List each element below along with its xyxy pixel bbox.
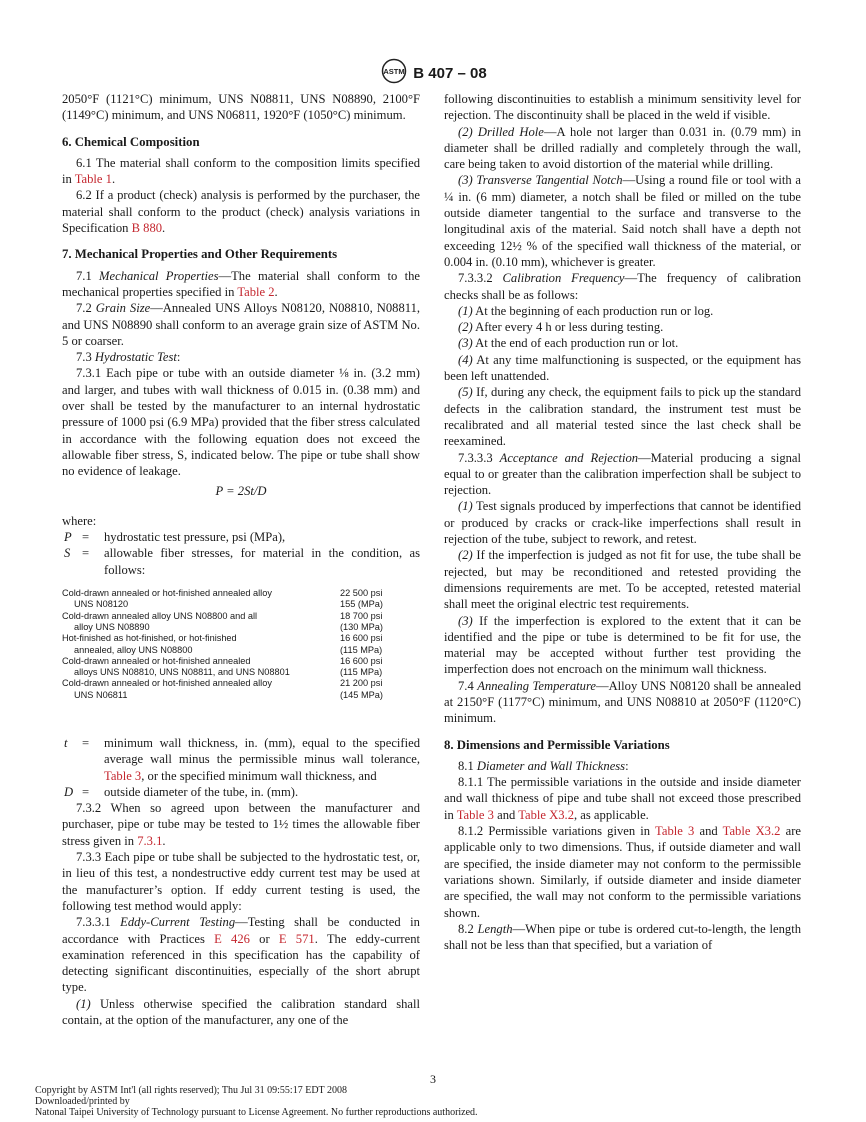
- list-item: (2) If the imperfection is judged as not fit for use, the tube shall be rejected, but may be reconditioned and retested providing the dimensions requirements are met. To be accepted, retested material shall meet the original electric test requirements.: [444, 548, 801, 612]
- table-row: [62, 656, 420, 667]
- designation: B 407 – 08: [413, 65, 487, 82]
- footer-line: Natonal Taipei University of Technology pursuant to License Agreement. No further reproductions authorized.: [35, 1107, 478, 1118]
- table-3-link[interactable]: Table 3: [104, 768, 142, 783]
- table-cell: (145 MPa): [340, 689, 383, 700]
- fiber-stress-table: [62, 588, 420, 701]
- table-cell: Cold-drawn annealed or hot-finished annealed alloy: [62, 588, 272, 599]
- table-cell: 21 200 psi: [340, 678, 383, 689]
- table-cell: Cold-drawn annealed alloy UNS N08800 and all: [62, 610, 258, 621]
- e426-link[interactable]: E 426: [214, 931, 250, 946]
- paragraph-7-3-3: 7.3.3 Each pipe or tube shall be subjected to the hydrostatic test, or, in lieu of this test, a nondestructive eddy current test may be used at the manufacturer’s option. If eddy current testing is used, the following test method would apply:: [62, 850, 420, 913]
- paragraph-7-2: 7.2 Grain Size—Annealed UNS Alloys N08120, N08810, N08811, and UNS N08890 shall conform to an average grain size of ASTM No. 5 or coarser.: [62, 301, 421, 348]
- table-row: [62, 588, 420, 599]
- table-cell: alloy UNS N08890: [74, 621, 150, 632]
- table-cell: UNS N08120: [74, 599, 129, 610]
- section-7-3-1-link[interactable]: 7.3.1: [137, 833, 163, 848]
- paragraph-8-2: 8.2 Length—When pipe or tube is ordered cut-to-length, the length shall not be less than that specified, but a variation of: [444, 921, 802, 953]
- table-1-link[interactable]: Table 1: [74, 172, 112, 187]
- page-header: [0, 58, 866, 89]
- list-item: (3) At the end of each production run or lot.: [458, 336, 679, 351]
- definition-S: S = allowable fiber stresses, for material in the condition, as follows:: [64, 546, 420, 577]
- table-cell: Cold-drawn annealed or hot-finished annealed: [62, 655, 251, 666]
- section-heading-8: 8. Dimensions and Permissible Variations: [444, 737, 670, 752]
- paragraph: following discontinuities to establish a minimum sensitivity level for rejection. The discontinuity shall be placed in the weld if visible.: [444, 92, 801, 123]
- table-cell: (115 MPa): [340, 644, 383, 655]
- table-cell: 18 700 psi: [340, 610, 383, 621]
- table-row: [62, 599, 420, 610]
- table-row: [62, 611, 420, 622]
- section-heading-7: 7. Mechanical Properties and Other Requirements: [62, 247, 338, 262]
- section-heading-6: 6. Chemical Composition: [62, 134, 200, 149]
- paragraph-7-3-1: 7.3.1 Each pipe or tube with an outside diameter ⅛ in. (3.2 mm) and larger, and tubes with wall thickness of 0.015 in. (0.38 mm) and over shall be tested by the manufacturer to an internal hydrostatic pressure of 1000 psi (6.9 MPa) provided that the fiber stress calculated in accordance with the following equation does not exceed the allowable fiber stress, S, indicated below. The pipe or tube shall show no evidence of leakage.: [62, 366, 420, 479]
- table-cell: (130 MPa): [340, 621, 383, 632]
- paragraph-7-3-3-3: 7.3.3.3 Acceptance and Rejection—Material producing a signal equal to or greater than the calibration imperfection shall be subject to rejection.: [444, 450, 801, 498]
- page-number: 3: [430, 1072, 436, 1086]
- table-cell: 155 (MPa): [340, 599, 383, 610]
- equation: P = 2St/D: [215, 483, 267, 498]
- paragraph-7-1: 7.1 Mechanical Properties—The material shall conform to the mechanical properties specified in Table 2.: [62, 268, 421, 299]
- table-3-link[interactable]: Table 3: [655, 824, 695, 839]
- list-item: (1) Test signals produced by imperfections that cannot be identified or produced by cracks or crack-like imperfections shall result in rejection of the tube, subject to rework, and retest.: [444, 499, 801, 547]
- b880-link[interactable]: B 880: [131, 221, 163, 236]
- table-cell: alloys UNS N08810, UNS N08811, and UNS N08801: [74, 667, 290, 678]
- paragraph-7-3: 7.3 Hydrostatic Test:: [76, 350, 181, 365]
- table-cell: (115 MPa): [340, 667, 383, 678]
- definition-D: D = outside diameter of the tube, in. (mm).: [64, 784, 299, 799]
- right-column: [444, 91, 801, 953]
- paragraph-6-1: 6.1 The material shall conform to the composition limits specified in Table 1.: [62, 155, 420, 187]
- table-row: [62, 622, 420, 633]
- where-label: where:: [62, 513, 97, 528]
- definition-t: t = minimum wall thickness, in. (mm), equal to the specified average wall minus the permissible minus wall tolerance, Table 3, or the specified minimum wall thickness, and: [64, 735, 420, 783]
- astm-logo-icon: [379, 58, 409, 89]
- svg-text:ASTM: ASTM: [383, 67, 405, 76]
- table-cell: 16 600 psi: [340, 655, 383, 666]
- paragraph-7-3-3-1: 7.3.3.1 Eddy-Current Testing—Testing shall be conducted in accordance with Practices E 426 or E 571. The eddy-current examination referenced in this specification has the capability of detecting significant discontinuities, especially of the short abrupt type.: [62, 915, 420, 995]
- paragraph-item-1: (1) Unless otherwise specified the calibration standard shall contain, at the option of the manufacturer, any one of the: [62, 996, 420, 1028]
- table-2-link[interactable]: Table 2: [237, 284, 275, 299]
- table-row: [62, 645, 420, 656]
- paragraph-7-3-2: 7.3.2 When so agreed upon between the manufacturer and purchaser, pipe or tube may be tested to 1½ times the allowable fiber stress given in 7.3.1.: [62, 801, 420, 848]
- table-x3-2-link[interactable]: Table X3.2: [518, 807, 574, 822]
- table-3-link[interactable]: Table 3: [456, 807, 494, 822]
- e571-link[interactable]: E 571: [278, 931, 315, 946]
- list-item: (3) If the imperfection is explored to the extent that it can be identified and the pipe or tube is determined to be fit for use, the material may be accepted without further test providing the imperfection does not encroach on the minimum wall thickness.: [444, 613, 801, 677]
- left-column: [62, 91, 420, 1028]
- paragraph-6-2: 6.2 If a product (check) analysis is performed by the purchaser, the material shall conform to the product (check) analysis variations in Specification B 880.: [62, 188, 420, 236]
- copyright-footer: [35, 1085, 478, 1118]
- table-cell: 22 500 psi: [340, 588, 383, 599]
- table-row: [62, 667, 420, 678]
- definition-P: P = hydrostatic test pressure, psi (MPa),: [64, 530, 286, 545]
- table-cell: Cold-drawn annealed or hot-finished annealed alloy: [62, 678, 272, 689]
- paragraph: 2050°F (1121°C) minimum, UNS N08811, UNS N08890, 2100°F (1149°C) minimum, and UNS N06811, 1920°F (1050°C) minimum.: [62, 92, 420, 123]
- paragraph-8-1-2: 8.1.2 Permissible variations given in Table 3 and Table X3.2 are applicable only to two dimensions. Thus, if outside diameter and wall are specified, the inside diameter may not conform to the permissible variations shown. Similarly, if outside diameter and inside diameter are specified, the wall may not conform to the permissible variations shown.: [444, 824, 801, 920]
- table-cell: annealed, alloy UNS N08800: [74, 644, 193, 655]
- paragraph-8-1-1: 8.1.1 The permissible variations in the outside and inside diameter and wall thickness of pipe and tube shall not exceed those prescribed in Table 3 and Table X3.2, as applicable.: [444, 775, 801, 822]
- list-item: (5) If, during any check, the equipment fails to pick up the standard defects in the calibration standard, the instrument test must be recalibrated and all material tested since the last check shall be reexamined.: [444, 385, 801, 449]
- list-item: (2) After every 4 h or less during testing.: [458, 320, 664, 335]
- paragraph-drilled-hole: (2) Drilled Hole—A hole not larger than 0.031 in. (0.79 mm) in diameter shall be drilled radially and completely through the wall, care being taken to avoid distortion of the material while drilling.: [444, 124, 801, 172]
- table-cell: 16 600 psi: [340, 633, 383, 644]
- footer-line: Downloaded/printed by: [35, 1096, 130, 1107]
- paragraph-7-3-3-2: 7.3.3.2 Calibration Frequency—The frequency of calibration checks shall be as follows:: [444, 271, 801, 302]
- table-cell: UNS N06811: [74, 689, 128, 700]
- footer-line: Copyright by ASTM Int'l (all rights reserved); Thu Jul 31 09:55:17 EDT 2008: [35, 1085, 347, 1096]
- table-cell: Hot-finished as hot-finished, or hot-finished: [62, 633, 237, 644]
- table-x3-2-link[interactable]: Table X3.2: [722, 824, 781, 839]
- list-item: (4) At any time malfunctioning is suspected, or the equipment has been left unattended.: [444, 352, 801, 384]
- list-item: (1) At the beginning of each production run or log.: [458, 303, 714, 318]
- table-row: [62, 678, 420, 689]
- table-row: [62, 633, 420, 644]
- paragraph-tangential-notch: (3) Transverse Tangential Notch—Using a round file or tool with a ¼ in. (6 mm) diameter, a notch shall be filed or milled on the tube outside diameter tangential to the surface and transverse to the longitudinal axis of the material. Said notch shall have a depth not exceeding 12½ % of the specified wall thickness of the material, or 0.004 in. (0.10 mm), whichever is greater.: [444, 173, 801, 269]
- paragraph-8-1: 8.1 Diameter and Wall Thickness:: [458, 758, 629, 773]
- table-row: [62, 690, 420, 701]
- paragraph-7-4: 7.4 Annealing Temperature—Alloy UNS N08120 shall be annealed at 2150°F (1177°C) minimum, and UNS N08810 at 2050°F (1120°C) minimum.: [444, 678, 802, 726]
